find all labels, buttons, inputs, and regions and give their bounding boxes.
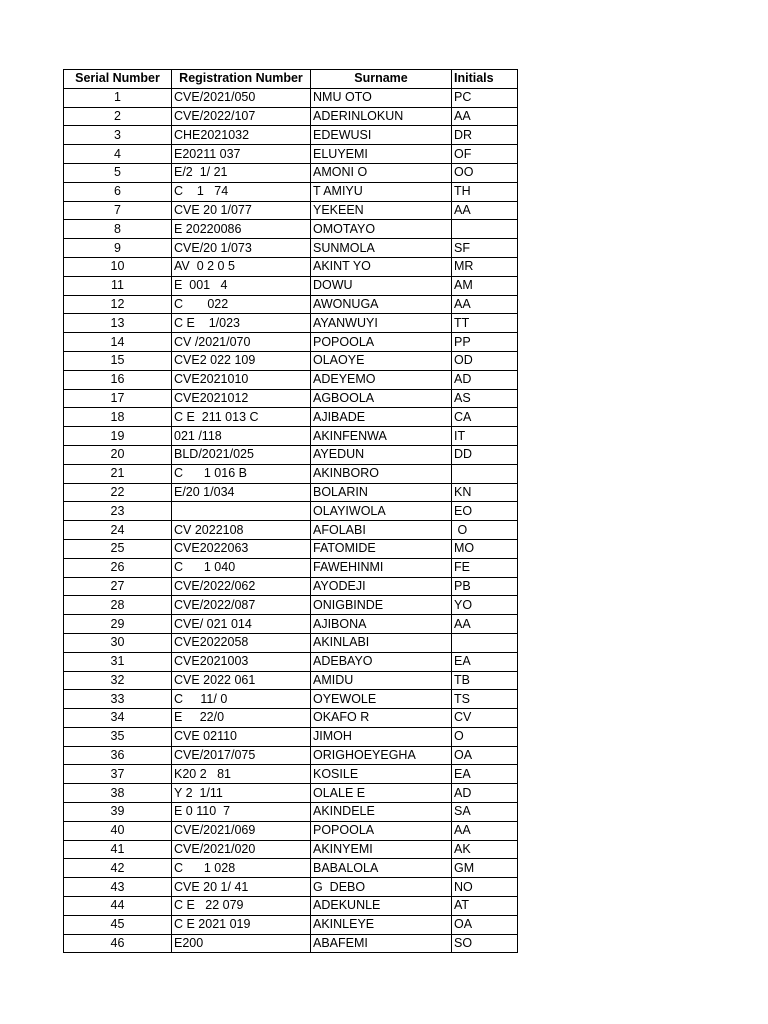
surname-cell: AYEDUN — [311, 445, 452, 464]
table-row — [64, 333, 518, 352]
registration-number-cell: CVE/2017/075 — [172, 746, 311, 765]
initials-cell: OD — [452, 351, 518, 370]
initials-cell: MO — [452, 539, 518, 558]
table-row — [64, 145, 518, 164]
serial-number-cell: 8 — [64, 220, 172, 239]
table-row — [64, 821, 518, 840]
surname-cell: ADERINLOKUN — [311, 107, 452, 126]
serial-number-cell: 9 — [64, 239, 172, 258]
surname-cell: AYODEJI — [311, 577, 452, 596]
registration-number-cell: CV /2021/070 — [172, 333, 311, 352]
registration-number-cell: CVE 20 1/ 41 — [172, 878, 311, 897]
initials-cell: AA — [452, 201, 518, 220]
table-row — [64, 878, 518, 897]
serial-number-cell: 24 — [64, 521, 172, 540]
surname-cell: BABALOLA — [311, 859, 452, 878]
table-row — [64, 596, 518, 615]
serial-number-cell: 20 — [64, 445, 172, 464]
registration-number-cell: C 1 040 — [172, 558, 311, 577]
surname-cell: AKINBORO — [311, 464, 452, 483]
initials-cell: SA — [452, 803, 518, 822]
surname-cell: ADEBAYO — [311, 652, 452, 671]
serial-number-cell: 36 — [64, 746, 172, 765]
surname-cell: AKINLEYE — [311, 915, 452, 934]
initials-cell: EO — [452, 502, 518, 521]
table-row — [64, 746, 518, 765]
serial-number-cell: 39 — [64, 803, 172, 822]
surname-cell: T AMIYU — [311, 182, 452, 201]
serial-number-cell: 28 — [64, 596, 172, 615]
table-row — [64, 370, 518, 389]
table-row — [64, 671, 518, 690]
registration-number-cell: C E 1/023 — [172, 314, 311, 333]
registration-number-cell: Y 2 1/11 — [172, 784, 311, 803]
initials-cell: OA — [452, 746, 518, 765]
serial-number-cell: 13 — [64, 314, 172, 333]
registration-number-cell: C 1 028 — [172, 859, 311, 878]
initials-cell: TB — [452, 671, 518, 690]
surname-cell: ONIGBINDE — [311, 596, 452, 615]
serial-number-cell: 32 — [64, 671, 172, 690]
serial-number-cell: 42 — [64, 859, 172, 878]
serial-number-cell: 46 — [64, 934, 172, 953]
serial-number-cell: 14 — [64, 333, 172, 352]
table-row — [64, 577, 518, 596]
table-row — [64, 427, 518, 446]
header-initials: Initials — [452, 70, 518, 89]
registration-number-cell: E/20 1/034 — [172, 483, 311, 502]
surname-cell: AYANWUYI — [311, 314, 452, 333]
registration-number-cell: E 20220086 — [172, 220, 311, 239]
table-row — [64, 201, 518, 220]
serial-number-cell: 44 — [64, 897, 172, 916]
table-row — [64, 709, 518, 728]
registration-number-cell: CVE2022058 — [172, 633, 311, 652]
surname-cell: ELUYEMI — [311, 145, 452, 164]
registration-number-cell: AV 0 2 0 5 — [172, 257, 311, 276]
table-row — [64, 690, 518, 709]
table-row — [64, 727, 518, 746]
registration-number-cell: CV 2022108 — [172, 521, 311, 540]
table-body — [64, 88, 518, 953]
table-row — [64, 314, 518, 333]
header-surname: Surname — [311, 70, 452, 89]
serial-number-cell: 19 — [64, 427, 172, 446]
registration-number-cell: CVE 2022 061 — [172, 671, 311, 690]
registration-number-cell: C E 2021 019 — [172, 915, 311, 934]
initials-cell — [452, 220, 518, 239]
serial-number-cell: 17 — [64, 389, 172, 408]
table-header — [64, 70, 518, 89]
serial-number-cell: 33 — [64, 690, 172, 709]
surname-cell: FAWEHINMI — [311, 558, 452, 577]
registration-number-cell: C 1 016 B — [172, 464, 311, 483]
registration-number-cell: CVE/2022/107 — [172, 107, 311, 126]
surname-cell: POPOOLA — [311, 333, 452, 352]
initials-cell: YO — [452, 596, 518, 615]
surname-cell: FATOMIDE — [311, 539, 452, 558]
table-row — [64, 220, 518, 239]
initials-cell: OA — [452, 915, 518, 934]
registration-table — [63, 69, 518, 953]
surname-cell: AKINDELE — [311, 803, 452, 822]
serial-number-cell: 18 — [64, 408, 172, 427]
registration-number-cell: CVE2021012 — [172, 389, 311, 408]
initials-cell: DD — [452, 445, 518, 464]
surname-cell: OYEWOLE — [311, 690, 452, 709]
registration-number-cell: CVE/2021/050 — [172, 88, 311, 107]
serial-number-cell: 25 — [64, 539, 172, 558]
initials-cell: EA — [452, 765, 518, 784]
serial-number-cell: 45 — [64, 915, 172, 934]
registration-number-cell: CVE/2021/020 — [172, 840, 311, 859]
registration-number-cell: C 022 — [172, 295, 311, 314]
surname-cell: AJIBONA — [311, 615, 452, 634]
table-row — [64, 859, 518, 878]
serial-number-cell: 11 — [64, 276, 172, 295]
serial-number-cell: 5 — [64, 163, 172, 182]
serial-number-cell: 41 — [64, 840, 172, 859]
table-row — [64, 276, 518, 295]
serial-number-cell: 6 — [64, 182, 172, 201]
table-row — [64, 897, 518, 916]
serial-number-cell: 2 — [64, 107, 172, 126]
registration-number-cell: CVE2 022 109 — [172, 351, 311, 370]
serial-number-cell: 40 — [64, 821, 172, 840]
table-row — [64, 502, 518, 521]
initials-cell: KN — [452, 483, 518, 502]
registration-number-cell: CVE2022063 — [172, 539, 311, 558]
initials-cell: TS — [452, 690, 518, 709]
initials-cell: PB — [452, 577, 518, 596]
initials-cell: NO — [452, 878, 518, 897]
surname-cell: NMU OTO — [311, 88, 452, 107]
table-row — [64, 765, 518, 784]
table-row — [64, 295, 518, 314]
registration-number-cell: E200 — [172, 934, 311, 953]
registration-number-cell: BLD/2021/025 — [172, 445, 311, 464]
registration-number-cell: E20211 037 — [172, 145, 311, 164]
header-serial-number: Serial Number — [64, 70, 172, 89]
surname-cell: OLAOYE — [311, 351, 452, 370]
serial-number-cell: 29 — [64, 615, 172, 634]
initials-cell: FE — [452, 558, 518, 577]
initials-cell: AS — [452, 389, 518, 408]
serial-number-cell: 7 — [64, 201, 172, 220]
registration-number-cell: CHE2021032 — [172, 126, 311, 145]
table-row — [64, 163, 518, 182]
table-row — [64, 558, 518, 577]
table-row — [64, 483, 518, 502]
surname-cell: YEKEEN — [311, 201, 452, 220]
table-row — [64, 126, 518, 145]
initials-cell: AD — [452, 784, 518, 803]
serial-number-cell: 22 — [64, 483, 172, 502]
surname-cell: OLALE E — [311, 784, 452, 803]
table-row — [64, 615, 518, 634]
initials-cell: TT — [452, 314, 518, 333]
serial-number-cell: 31 — [64, 652, 172, 671]
serial-number-cell: 21 — [64, 464, 172, 483]
surname-cell: ABAFEMI — [311, 934, 452, 953]
surname-cell: SUNMOLA — [311, 239, 452, 258]
initials-cell: O — [452, 727, 518, 746]
initials-cell: EA — [452, 652, 518, 671]
registration-number-cell: CVE/ 021 014 — [172, 615, 311, 634]
registration-number-cell: CVE/2021/069 — [172, 821, 311, 840]
table-row — [64, 88, 518, 107]
initials-cell — [452, 633, 518, 652]
table-row — [64, 408, 518, 427]
table-row — [64, 915, 518, 934]
registration-number-cell: CVE 20 1/077 — [172, 201, 311, 220]
serial-number-cell: 23 — [64, 502, 172, 521]
serial-number-cell: 4 — [64, 145, 172, 164]
initials-cell: SF — [452, 239, 518, 258]
table-row — [64, 182, 518, 201]
serial-number-cell: 1 — [64, 88, 172, 107]
registration-number-cell: CVE/2022/087 — [172, 596, 311, 615]
serial-number-cell: 16 — [64, 370, 172, 389]
initials-cell: CV — [452, 709, 518, 728]
table-row — [64, 934, 518, 953]
registration-number-cell: E/2 1/ 21 — [172, 163, 311, 182]
table-row — [64, 521, 518, 540]
table-row — [64, 803, 518, 822]
table-row — [64, 389, 518, 408]
initials-cell: AA — [452, 821, 518, 840]
registration-number-cell: CVE2021003 — [172, 652, 311, 671]
serial-number-cell: 15 — [64, 351, 172, 370]
header-row — [64, 70, 518, 89]
serial-number-cell: 27 — [64, 577, 172, 596]
registration-number-cell: C 1 74 — [172, 182, 311, 201]
surname-cell: OMOTAYO — [311, 220, 452, 239]
registration-number-cell — [172, 502, 311, 521]
table-row — [64, 107, 518, 126]
initials-cell: AT — [452, 897, 518, 916]
surname-cell: AJIBADE — [311, 408, 452, 427]
initials-cell: IT — [452, 427, 518, 446]
serial-number-cell: 43 — [64, 878, 172, 897]
surname-cell: AKINYEMI — [311, 840, 452, 859]
table-row — [64, 351, 518, 370]
registration-number-cell: E 001 4 — [172, 276, 311, 295]
surname-cell: OLAYIWOLA — [311, 502, 452, 521]
registration-number-cell: 021 /118 — [172, 427, 311, 446]
serial-number-cell: 30 — [64, 633, 172, 652]
surname-cell: AGBOOLA — [311, 389, 452, 408]
table-row — [64, 784, 518, 803]
table-row — [64, 257, 518, 276]
registration-number-cell: C 11/ 0 — [172, 690, 311, 709]
registration-number-cell: E 0 110 7 — [172, 803, 311, 822]
initials-cell: AA — [452, 107, 518, 126]
surname-cell: POPOOLA — [311, 821, 452, 840]
initials-cell: TH — [452, 182, 518, 201]
header-registration-number: Registration Number — [172, 70, 311, 89]
serial-number-cell: 3 — [64, 126, 172, 145]
registration-number-cell: CVE/20 1/073 — [172, 239, 311, 258]
initials-cell: MR — [452, 257, 518, 276]
surname-cell: AMONI O — [311, 163, 452, 182]
table-row — [64, 445, 518, 464]
surname-cell: ORIGHOEYEGHA — [311, 746, 452, 765]
registration-number-cell: K20 2 81 — [172, 765, 311, 784]
surname-cell: G DEBO — [311, 878, 452, 897]
registration-number-cell: CVE 02110 — [172, 727, 311, 746]
surname-cell: AMIDU — [311, 671, 452, 690]
surname-cell: AWONUGA — [311, 295, 452, 314]
surname-cell: OKAFO R — [311, 709, 452, 728]
initials-cell: SO — [452, 934, 518, 953]
initials-cell: GM — [452, 859, 518, 878]
initials-cell: OO — [452, 163, 518, 182]
surname-cell: ADEYEMO — [311, 370, 452, 389]
registration-number-cell: E 22/0 — [172, 709, 311, 728]
initials-cell: AA — [452, 295, 518, 314]
surname-cell: DOWU — [311, 276, 452, 295]
serial-number-cell: 38 — [64, 784, 172, 803]
serial-number-cell: 35 — [64, 727, 172, 746]
surname-cell: AKINT YO — [311, 257, 452, 276]
initials-cell: AM — [452, 276, 518, 295]
table-row — [64, 840, 518, 859]
initials-cell: AK — [452, 840, 518, 859]
initials-cell: PC — [452, 88, 518, 107]
surname-cell: EDEWUSI — [311, 126, 452, 145]
serial-number-cell: 37 — [64, 765, 172, 784]
initials-cell: AD — [452, 370, 518, 389]
initials-cell: PP — [452, 333, 518, 352]
initials-cell: OF — [452, 145, 518, 164]
serial-number-cell: 10 — [64, 257, 172, 276]
table-row — [64, 539, 518, 558]
initials-cell — [452, 464, 518, 483]
serial-number-cell: 34 — [64, 709, 172, 728]
surname-cell: KOSILE — [311, 765, 452, 784]
initials-cell: DR — [452, 126, 518, 145]
registration-number-cell: C E 211 013 C — [172, 408, 311, 427]
surname-cell: AKINLABI — [311, 633, 452, 652]
initials-cell: O — [452, 521, 518, 540]
surname-cell: AFOLABI — [311, 521, 452, 540]
surname-cell: AKINFENWA — [311, 427, 452, 446]
serial-number-cell: 12 — [64, 295, 172, 314]
surname-cell: JIMOH — [311, 727, 452, 746]
serial-number-cell: 26 — [64, 558, 172, 577]
registration-number-cell: CVE/2022/062 — [172, 577, 311, 596]
surname-cell: BOLARIN — [311, 483, 452, 502]
table-row — [64, 652, 518, 671]
initials-cell: CA — [452, 408, 518, 427]
table-row — [64, 633, 518, 652]
table-row — [64, 239, 518, 258]
surname-cell: ADEKUNLE — [311, 897, 452, 916]
table-row — [64, 464, 518, 483]
registration-number-cell: C E 22 079 — [172, 897, 311, 916]
initials-cell: AA — [452, 615, 518, 634]
registration-number-cell: CVE2021010 — [172, 370, 311, 389]
